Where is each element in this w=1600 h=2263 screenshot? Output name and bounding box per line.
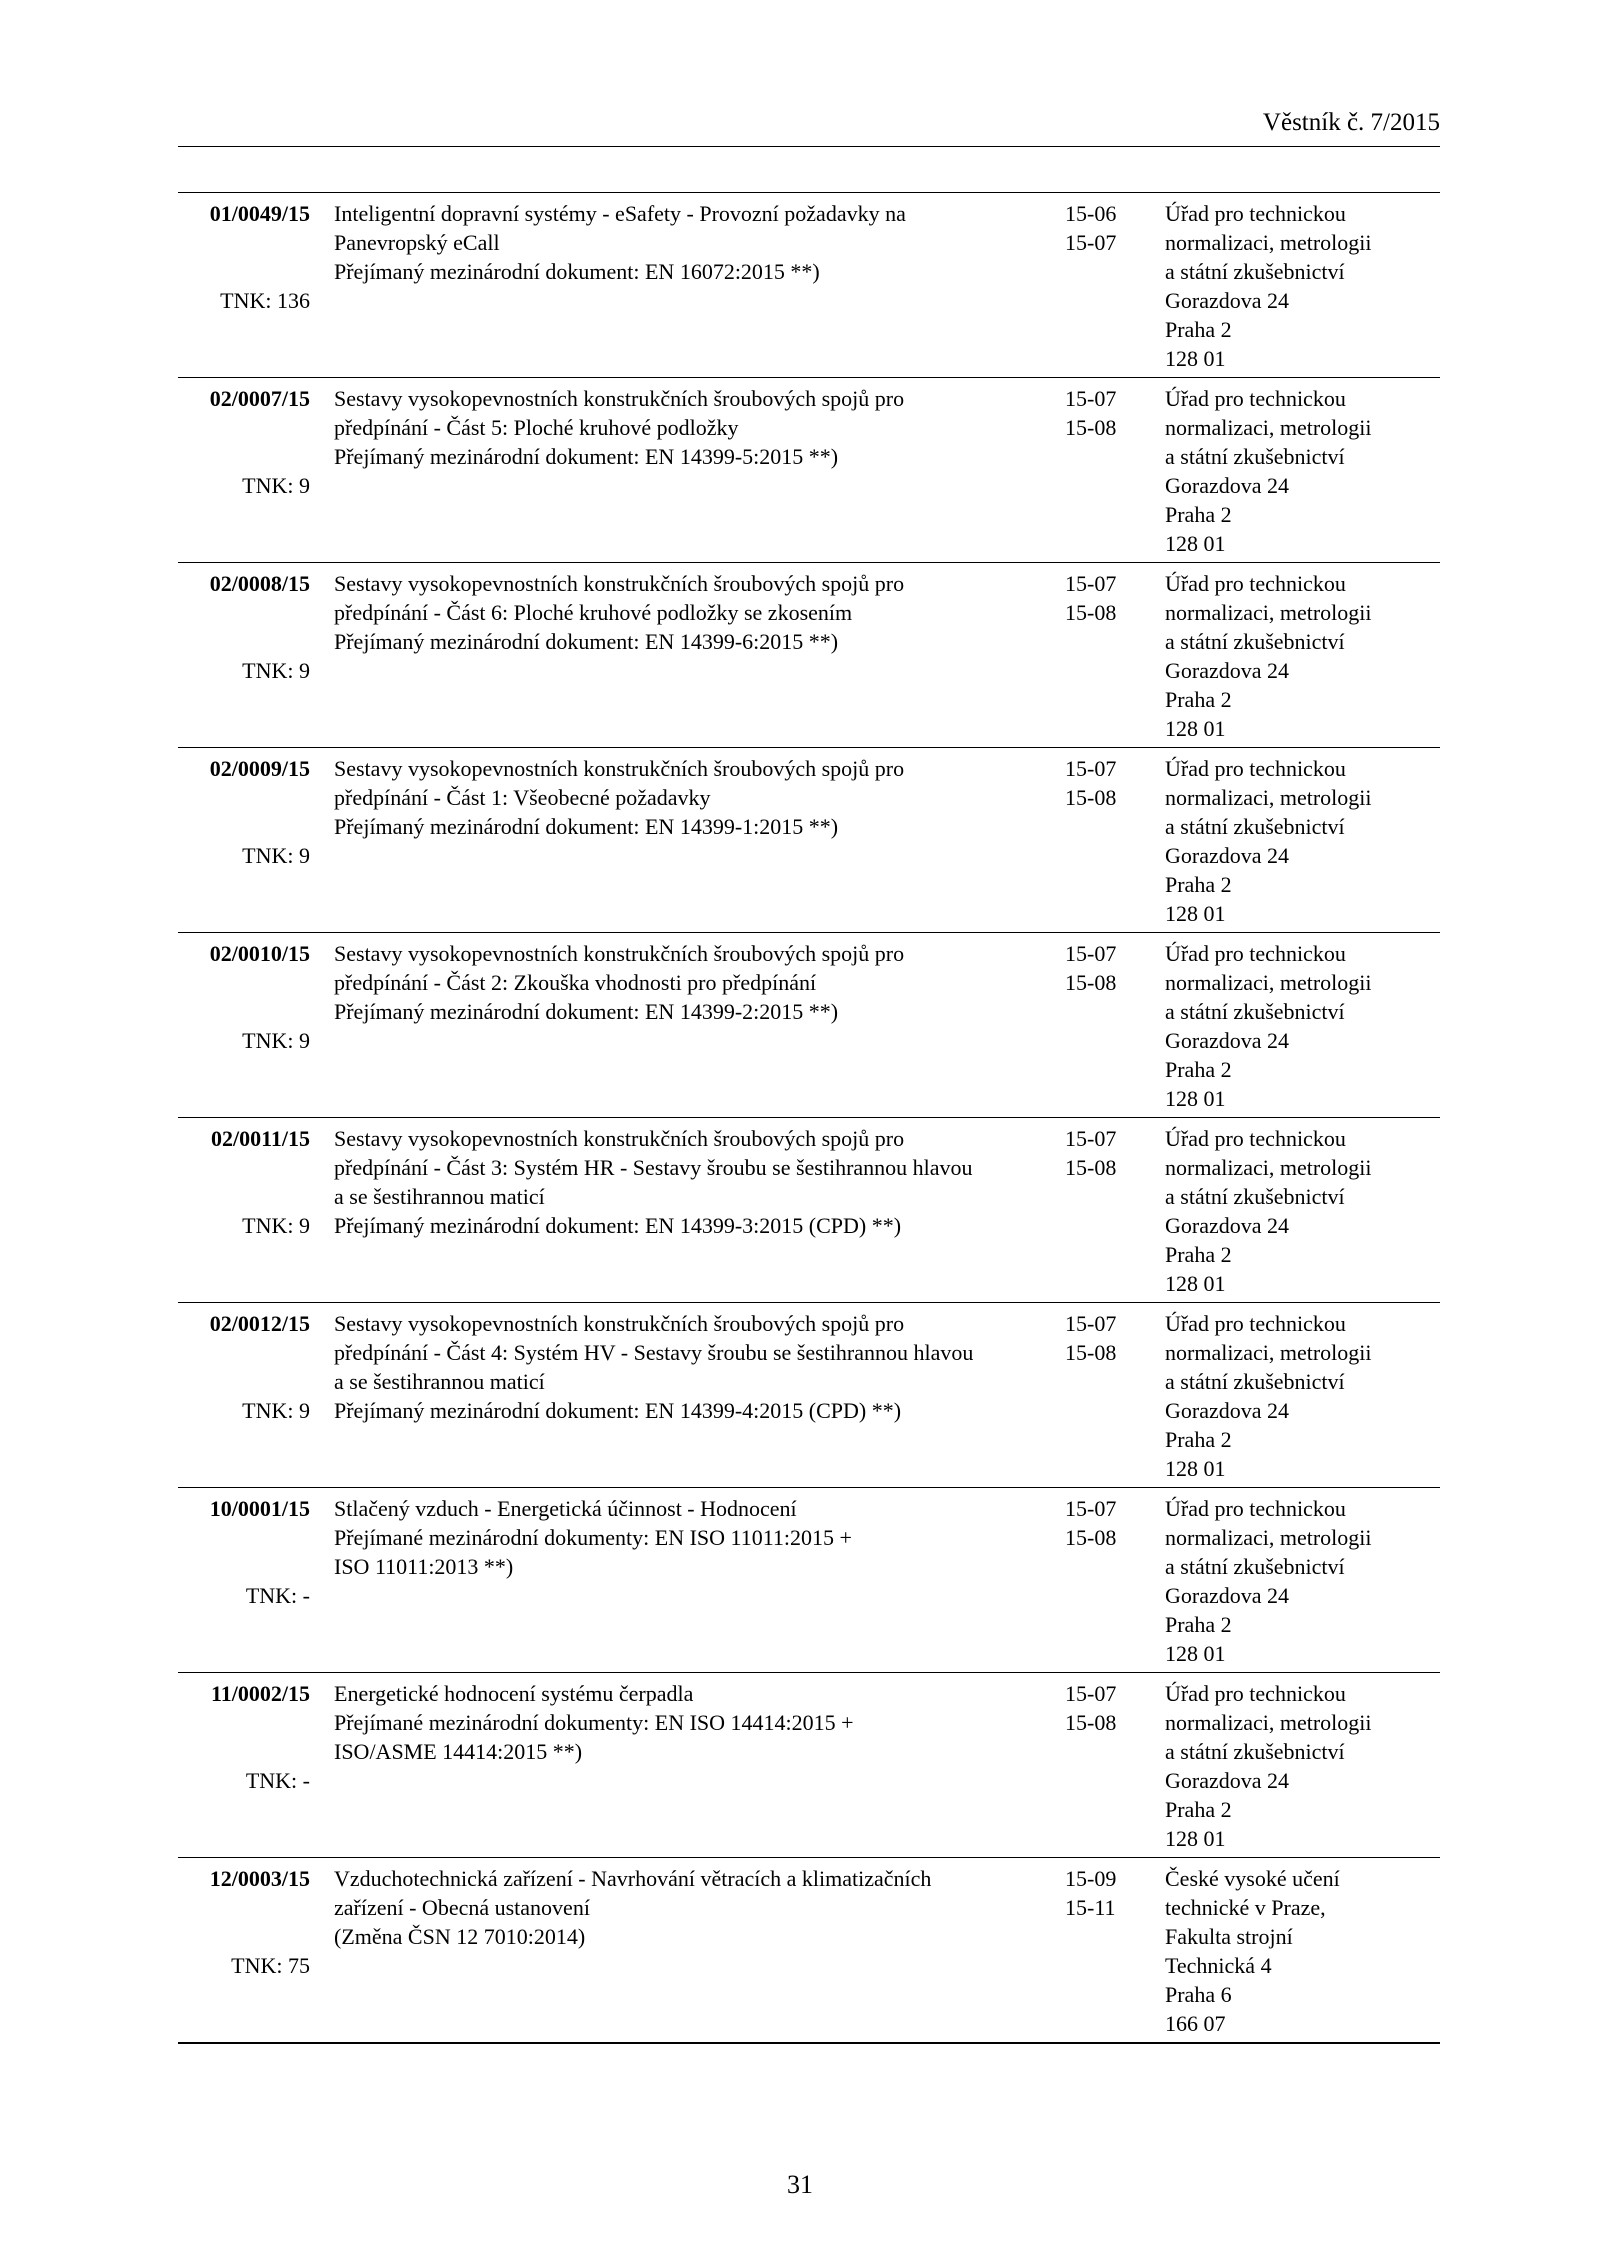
entry-number: 02/0008/15 [209,571,310,596]
entry-organization-line: Úřad pro technickou [1165,1311,1346,1336]
table-row [178,1118,1440,1303]
entry-title-line: Přejímaný mezinárodní dokument: EN 14399-4:2015 (CPD) **) [334,1398,902,1423]
entry-organization-cell [1165,1679,1435,1853]
entry-id-cell [178,199,310,313]
entry-tnk: TNK: 9 [242,473,310,498]
entry-organization-cell [1165,1864,1435,2038]
entry-organization-line: normalizaci, metrologii [1165,1340,1372,1365]
entry-title-line: Panevropský eCall [334,230,500,255]
entry-title-line: předpínání - Část 1: Všeobecné požadavky [334,785,711,810]
entry-organization-line: Gorazdova 24 [1165,1398,1290,1423]
entry-organization-line: normalizaci, metrologii [1165,970,1372,995]
entry-organization-line: Praha 2 [1165,1797,1232,1822]
entry-organization-line: 166 07 [1165,2011,1226,2036]
entry-title-line: předpínání - Část 3: Systém HR - Sestavy šroubu se šestihrannou hlavou [334,1155,973,1180]
entry-title-line: ISO 11011:2013 **) [334,1554,514,1579]
entry-title-line: a se šestihrannou maticí [334,1184,545,1209]
entry-number: 10/0001/15 [209,1496,310,1521]
entry-title-line: Vzduchotechnická zařízení - Navrhování větracích a klimatizačních [334,1866,932,1891]
entry-title-line: Přejímané mezinárodní dokumenty: EN ISO 14414:2015 + [334,1710,854,1735]
entry-organization-line: Gorazdova 24 [1165,288,1290,313]
entry-title-line: Sestavy vysokopevnostních konstrukčních šroubových spojů pro [334,756,905,781]
entry-organization-line: 128 01 [1165,1271,1226,1296]
entry-date: 15-11 [1065,1895,1116,1920]
entry-title-line: Sestavy vysokopevnostních konstrukčních šroubových spojů pro [334,1126,905,1151]
entry-organization-line: Praha 2 [1165,1242,1232,1267]
entry-organization-cell [1165,1494,1435,1668]
entry-date: 15-06 [1065,201,1117,226]
entry-organization-line: Technická 4 [1165,1953,1272,1978]
entry-dates-cell [1065,1864,1145,1922]
entry-date: 15-08 [1065,1525,1117,1550]
entry-organization-line: normalizaci, metrologii [1165,600,1372,625]
entry-date: 15-08 [1065,1710,1117,1735]
entry-title-line: Sestavy vysokopevnostních konstrukčních šroubových spojů pro [334,386,905,411]
entry-date: 15-07 [1065,1681,1117,1706]
entry-organization-line: Praha 2 [1165,502,1232,527]
entry-organization-line: Praha 2 [1165,317,1232,342]
entry-title-line: předpínání - Část 6: Ploché kruhové podložky se zkosením [334,600,853,625]
entry-date: 15-07 [1065,1496,1117,1521]
entry-organization-line: Úřad pro technickou [1165,941,1346,966]
entry-tnk: TNK: 9 [242,658,310,683]
entry-organization-line: normalizaci, metrologii [1165,230,1372,255]
entry-title-line: Energetické hodnocení systému čerpadla [334,1681,694,1706]
entry-organization-line: Úřad pro technickou [1165,201,1346,226]
entry-date: 15-08 [1065,1155,1117,1180]
entry-organization-line: 128 01 [1165,716,1226,741]
entry-dates-cell [1065,1124,1145,1182]
entry-organization-line: Gorazdova 24 [1165,843,1290,868]
table-row [178,1488,1440,1673]
entry-organization-line: Praha 2 [1165,687,1232,712]
entry-title-line: Sestavy vysokopevnostních konstrukčních šroubových spojů pro [334,1311,905,1336]
entry-organization-line: Úřad pro technickou [1165,756,1346,781]
entry-number: 12/0003/15 [209,1866,310,1891]
entry-title-line: předpínání - Část 5: Ploché kruhové podložky [334,415,739,440]
entry-date: 15-07 [1065,230,1117,255]
entry-organization-line: a státní zkušebnictví [1165,1739,1345,1764]
entry-organization-line: technické v Praze, [1165,1895,1326,1920]
table-row [178,1303,1440,1488]
table-row [178,1858,1440,2044]
entry-date: 15-08 [1065,785,1117,810]
entry-number: 02/0011/15 [210,1126,310,1151]
entry-organization-line: 128 01 [1165,1641,1226,1666]
entry-tnk: TNK: 9 [242,1213,310,1238]
entry-date: 15-07 [1065,386,1117,411]
entry-organization-line: Úřad pro technickou [1165,1681,1346,1706]
entry-title-line: (Změna ČSN 12 7010:2014) [334,1924,586,1949]
entry-tnk: TNK: 9 [242,843,310,868]
entry-date: 15-08 [1065,1340,1117,1365]
page-number: 31 [787,2170,813,2199]
entry-number: 02/0012/15 [209,1311,310,1336]
entry-organization-line: normalizaci, metrologii [1165,1525,1372,1550]
entry-organization-line: a státní zkušebnictví [1165,1184,1345,1209]
standards-table [178,192,1440,2044]
entry-organization-line: normalizaci, metrologii [1165,1155,1372,1180]
entry-id-cell [178,1679,310,1793]
entry-title-line: Přejímaný mezinárodní dokument: EN 14399-2:2015 **) [334,999,839,1024]
entry-dates-cell [1065,199,1145,257]
entry-title-line: Stlačený vzduch - Energetická účinnost - Hodnocení [334,1496,797,1521]
entry-organization-line: 128 01 [1165,1456,1226,1481]
entry-organization-line: a státní zkušebnictví [1165,259,1345,284]
entry-title-line: Přejímaný mezinárodní dokument: EN 14399-6:2015 **) [334,629,839,654]
entry-organization-line: Fakulta strojní [1165,1924,1293,1949]
entry-number: 11/0002/15 [210,1681,310,1706]
entry-organization-line: Praha 2 [1165,1427,1232,1452]
entry-dates-cell [1065,754,1145,812]
entry-title-line: Přejímané mezinárodní dokumenty: EN ISO 11011:2015 + [334,1525,852,1550]
entry-tnk: TNK: - [245,1583,310,1608]
entry-tnk: TNK: 9 [242,1028,310,1053]
entry-organization-line: 128 01 [1165,531,1226,556]
entry-organization-line: Úřad pro technickou [1165,386,1346,411]
entry-title-line: ISO/ASME 14414:2015 **) [334,1739,583,1764]
entry-organization-line: Gorazdova 24 [1165,1213,1290,1238]
entry-id-cell [178,754,310,868]
entry-organization-line: Gorazdova 24 [1165,658,1290,683]
entry-organization-line: 128 01 [1165,346,1226,371]
entry-organization-cell [1165,384,1435,558]
entry-date: 15-07 [1065,571,1117,596]
entry-dates-cell [1065,1494,1145,1552]
entry-organization-line: Gorazdova 24 [1165,1583,1290,1608]
entry-date: 15-07 [1065,756,1117,781]
entry-organization-line: a státní zkušebnictví [1165,444,1345,469]
entry-number: 02/0007/15 [209,386,310,411]
entry-id-cell [178,569,310,683]
table-row [178,378,1440,563]
entry-id-cell [178,384,310,498]
entry-date: 15-08 [1065,970,1117,995]
entry-number: 02/0010/15 [209,941,310,966]
entry-organization-line: Praha 6 [1165,1982,1232,2007]
entry-organization-line: a státní zkušebnictví [1165,1554,1345,1579]
entry-organization-cell [1165,754,1435,928]
entry-title-line: a se šestihrannou maticí [334,1369,545,1394]
entry-organization-cell [1165,939,1435,1113]
entry-title-line: Přejímaný mezinárodní dokument: EN 14399-3:2015 (CPD) **) [334,1213,902,1238]
entry-title-line: předpínání - Část 4: Systém HV - Sestavy šroubu se šestihrannou hlavou [334,1340,974,1365]
table-row [178,563,1440,748]
entry-organization-line: Praha 2 [1165,1612,1232,1637]
entry-title-line: Přejímaný mezinárodní dokument: EN 14399-5:2015 **) [334,444,839,469]
entry-date: 15-08 [1065,600,1117,625]
entry-title-line: Sestavy vysokopevnostních konstrukčních šroubových spojů pro [334,941,905,966]
entry-organization-line: a státní zkušebnictví [1165,999,1345,1024]
entry-title-line: předpínání - Část 2: Zkouška vhodnosti pro předpínání [334,970,817,995]
entry-tnk: TNK: 75 [231,1953,310,1978]
entry-organization-line: Praha 2 [1165,1057,1232,1082]
entry-organization-line: 128 01 [1165,901,1226,926]
entry-tnk: TNK: 9 [242,1398,310,1423]
entry-organization-line: 128 01 [1165,1826,1226,1851]
entry-dates-cell [1065,569,1145,627]
entry-date: 15-08 [1065,415,1117,440]
entry-organization-line: Praha 2 [1165,872,1232,897]
header-divider [178,146,1440,147]
entry-dates-cell [1065,939,1145,997]
table-row [178,933,1440,1118]
entry-title-line: Inteligentní dopravní systémy - eSafety - Provozní požadavky na [334,201,906,226]
entry-date: 15-07 [1065,1126,1117,1151]
bulletin-header: Věstník č. 7/2015 [1262,109,1440,136]
entry-title-line: Přejímaný mezinárodní dokument: EN 16072:2015 **) [334,259,820,284]
entry-organization-line: Úřad pro technickou [1165,1126,1346,1151]
entry-organization-line: Úřad pro technickou [1165,1496,1346,1521]
entry-organization-cell [1165,1309,1435,1483]
entry-date: 15-09 [1065,1866,1117,1891]
entry-tnk: TNK: - [245,1768,310,1793]
entry-title-line: Sestavy vysokopevnostních konstrukčních šroubových spojů pro [334,571,905,596]
entry-id-cell [178,1864,310,1978]
entry-id-cell [178,1124,310,1238]
entry-id-cell [178,1494,310,1608]
entry-title-line: Přejímaný mezinárodní dokument: EN 14399-1:2015 **) [334,814,839,839]
entry-dates-cell [1065,1309,1145,1367]
entry-organization-line: Gorazdova 24 [1165,473,1290,498]
table-row [178,748,1440,933]
entry-organization-cell [1165,569,1435,743]
entry-organization-cell [1165,199,1435,373]
entry-title-line: zařízení - Obecná ustanovení [334,1895,590,1920]
entry-organization-line: a státní zkušebnictví [1165,814,1345,839]
entry-id-cell [178,939,310,1053]
entry-organization-line: normalizaci, metrologii [1165,785,1372,810]
table-row [178,1673,1440,1858]
entry-organization-cell [1165,1124,1435,1298]
entry-date: 15-07 [1065,941,1117,966]
entry-dates-cell [1065,1679,1145,1737]
entry-number: 01/0049/15 [209,201,310,226]
entry-tnk: TNK: 136 [220,288,310,313]
entry-organization-line: 128 01 [1165,1086,1226,1111]
table-row [178,193,1440,378]
entry-organization-line: a státní zkušebnictví [1165,629,1345,654]
entry-organization-line: Gorazdova 24 [1165,1768,1290,1793]
entry-dates-cell [1065,384,1145,442]
entry-organization-line: Gorazdova 24 [1165,1028,1290,1053]
entry-date: 15-07 [1065,1311,1117,1336]
entry-organization-line: České vysoké učení [1165,1866,1340,1891]
entry-organization-line: normalizaci, metrologii [1165,1710,1372,1735]
entry-number: 02/0009/15 [209,756,310,781]
entry-organization-line: Úřad pro technickou [1165,571,1346,596]
entry-organization-line: a státní zkušebnictví [1165,1369,1345,1394]
entry-organization-line: normalizaci, metrologii [1165,415,1372,440]
entry-id-cell [178,1309,310,1423]
